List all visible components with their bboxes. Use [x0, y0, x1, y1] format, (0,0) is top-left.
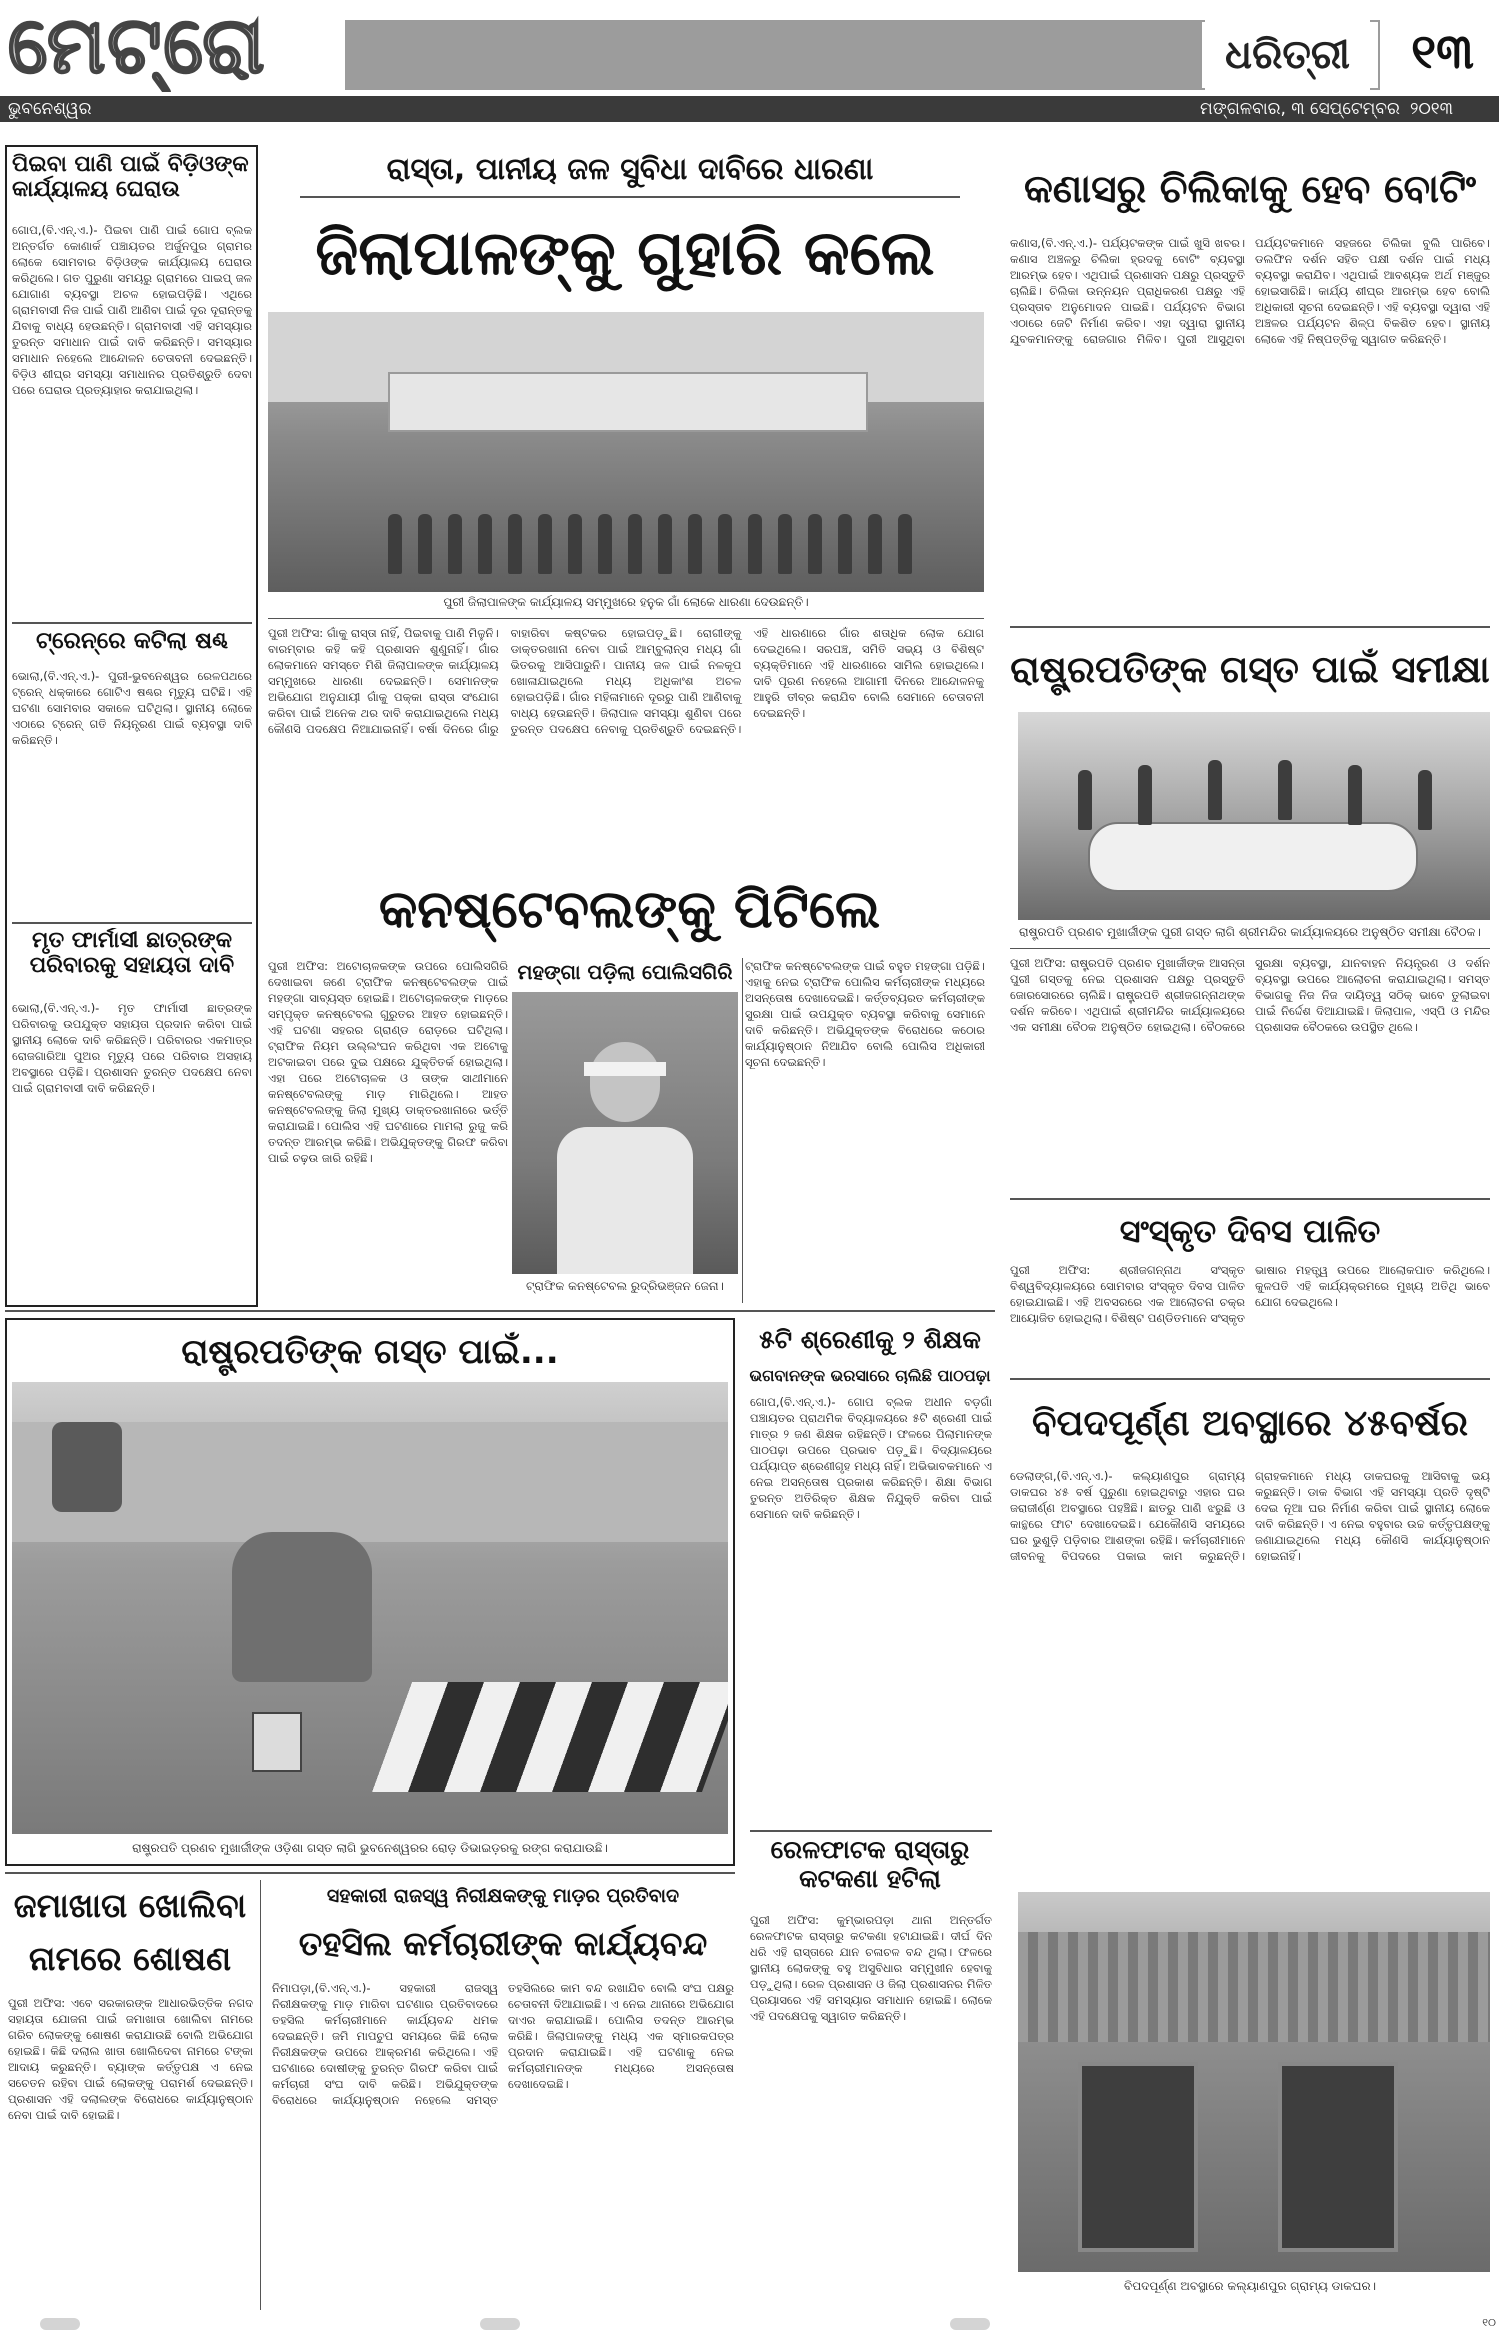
- bank-body: ପୁରୀ ଅଫିସ: ଏବେ ସରକାରଙ୍କ ଆଧାରଭିତ୍ତିକ ନଗଦ ସହାୟତା ଯୋଜନା ପାଇଁ ଜମାଖାତା ଖୋଲିବା ନାମରେ ଗରିବ ଲୋକଙ୍କୁ ଶୋଷଣ କରାଯାଉଛି ବୋଲି ଅଭିଯୋଗ ହୋଇଛି। କିଛି ଦଲାଲ ଖାତା ଖୋଲିଦେବା ନାମରେ ଟଙ୍କା ଆଦାୟ କରୁଛନ୍ତି। ବ୍ୟାଙ୍କ କର୍ତ୍ତୃପକ୍ଷ ଏ ନେଇ ସଚେତନ ରହିବା ପାଇଁ ଲୋକଙ୍କୁ ପରାମର୍ଶ ଦେଇଛନ୍ତି। ପ୍ରଶାସନ ଏହି ଦଲାଲଙ୍କ ବିରୋଧରେ କାର୍ଯ୍ୟାନୁଷ୍ଠାନ ନେବା ପାଇଁ ଦାବି ହୋଇଛି।: [8, 1996, 253, 2122]
- section-label: ଧରିତ୍ରୀ: [1205, 20, 1370, 90]
- date-label: ମଙ୍ଗଳବାର, ୩ ସେପ୍ଟେମ୍ବର: [1200, 99, 1400, 119]
- story-water-body: ଗୋପ,(ବି.ଏନ୍.ଏ.)- ପିଇବା ପାଣି ପାଇଁ ଗୋପ ବ୍ଲକ ଅନ୍ତର୍ଗତ କୋଣାର୍କ ପଞ୍ଚାୟତର ଅର୍ଜୁନପୁର ଗ୍ରାମର ଲୋକେ ସୋମବାର ବିଡ଼ିଓଙ୍କ କାର୍ଯ୍ୟାଳୟ ଘେରାଉ କରିଥିଲେ। ଗତ ପୁରୁଣା ସମୟରୁ ଗ୍ରାମରେ ପାଇପ୍ ଜଳ ଯୋଗାଣ ବ୍ୟବସ୍ଥା ଅଚଳ ହୋଇପଡ଼ିଛି। ଏଥିରେ ଗ୍ରାମବାସୀ ନିଜ ପାଇଁ ପାଣି ଆଣିବା ପାଇଁ ଦୂର ଦୂରାନ୍ତକୁ ଯିବାକୁ ବାଧ୍ୟ ହେଉଛନ୍ତି। ଗ୍ରାମବାସୀ ଏହି ସମସ୍ୟାର ତୁରନ୍ତ ସମାଧାନ ପାଇଁ ଦାବି କରିଛନ୍ତି। ସମସ୍ୟାର ସମାଧାନ ନହେଲେ ଆନ୍ଦୋଳନ ଚେତାବନୀ ଦେଇଛନ୍ତି। ବିଡ଼ିଓ ଶୀଘ୍ର ସମସ୍ୟା ସମାଧାନର ପ୍ରତିଶ୍ରୁତି ଦେବା ପରେ ଘେରାଉ ପ୍ରତ୍ୟାହାର କରାଯାଇଥିଲା।: [12, 223, 252, 397]
- story-water-headline: ପିଇବା ପାଣି ପାଇଁ ବିଡ଼ିଓଙ୍କ କାର୍ଯ୍ୟାଳୟ ଘେରାଉ: [12, 152, 249, 203]
- constable-headline: କନଷ୍ଟେବଲଙ୍କୁ ପିଟିଲେ: [378, 880, 881, 940]
- postoffice-headline: ବିପଦପୂର୍ଣ୍ଣ ଅବସ୍ଥାରେ ୪୫ବର୍ଷର: [1031, 1403, 1469, 1444]
- divider: [1010, 1198, 1490, 1200]
- masthead-bar: [345, 20, 1200, 90]
- city-label: ଭୁବନେଶ୍ୱର: [8, 99, 92, 119]
- photo-feature-caption: ରାଷ୍ଟ୍ରପତି ପ୍ରଣବ ମୁଖାର୍ଜୀଙ୍କ ଓଡ଼ିଶା ଗସ୍ତ ଲାଗି ଭୁବନେଶ୍ୱରର ରୋଡ଼ ଡିଭାଇଡ଼ରକୁ ରଙ୍ଗ କରାଯାଉଛି।: [132, 1841, 608, 1855]
- tahasil-headline: ତହସିଲ କର୍ମଚାରୀଙ୍କ କାର୍ଯ୍ୟବନ୍ଦ: [298, 1924, 708, 1963]
- rail-body: ପୁରୀ ଅଫିସ: କୁମ୍ଭାରପଡ଼ା ଥାନା ଅନ୍ତର୍ଗତ ରେଳଫାଟକ ରାସ୍ତାରୁ କଟକଣା ହଟାଯାଇଛି। ଦୀର୍ଘ ଦିନ ଧରି ଏହି ରାସ୍ତାରେ ଯାନ ଚଳାଚଳ ବନ୍ଦ ଥିଲା। ଫଳରେ ସ୍ଥାନୀୟ ଲୋକଙ୍କୁ ବହୁ ଅସୁବିଧାର ସମ୍ମୁଖୀନ ହେବାକୁ ପଡ଼ୁଥିଲା। ରେଳ ପ୍ରଶାସନ ଓ ଜିଲା ପ୍ରଶାସନର ମିଳିତ ପ୍ରୟାସରେ ଏହି ସମସ୍ୟାର ସମାଧାନ ହୋଇଛି। ଲୋକେ ଏହି ପଦକ୍ଷେପକୁ ସ୍ୱାଗତ କରିଛନ୍ତି।: [750, 1913, 992, 2023]
- lead-kicker: ରାସ୍ତା, ପାନୀୟ ଜଳ ସୁବିଧା ଦାବିରେ ଧାରଣା: [386, 152, 874, 187]
- divider: [5, 1872, 735, 1874]
- footer-mark-left: [40, 2318, 80, 2330]
- kicker-underline: [300, 196, 960, 198]
- divider: [260, 1880, 261, 2310]
- chilika-headline: କଣାସରୁ ଚିଲିକାକୁ ହେବ ବୋଟିଂ: [1023, 167, 1477, 212]
- divider: [1010, 948, 1490, 949]
- sanskrit-headline: ସଂସ୍କୃତ ଦିବସ ପାଳିତ: [1119, 1212, 1381, 1250]
- divider: [750, 1830, 992, 1832]
- footer-page-mark: ୧୦: [1482, 2316, 1496, 2329]
- divider: [268, 618, 984, 619]
- president-body: ପୁରୀ ଅଫିସ: ରାଷ୍ଟ୍ରପତି ପ୍ରଣବ ମୁଖାର୍ଜୀଙ୍କ ଆସନ୍ତା ପୁରୀ ଗସ୍ତକୁ ନେଇ ପ୍ରଶାସନ ପକ୍ଷରୁ ପ୍ରସ୍ତୁତି ଜୋରସୋରରେ ଚାଲିଛି। ରାଷ୍ଟ୍ରପତି ଶ୍ରୀଜଗନ୍ନାଥଙ୍କ ଦର୍ଶନ କରିବେ। ଏଥିପାଇଁ ଶ୍ରୀମନ୍ଦିର କାର୍ଯ୍ୟାଳୟରେ ଏକ ସମୀକ୍ଷା ବୈଠକ ଅନୁଷ୍ଠିତ ହୋଇଥିଲା। ବୈଠକରେ ସୁରକ୍ଷା ବ୍ୟବସ୍ଥା, ଯାନବାହନ ନିୟନ୍ତ୍ରଣ ଓ ଦର୍ଶନ ବ୍ୟବସ୍ଥା ଉପରେ ଆଲୋଚନା କରାଯାଇଥିଲା। ସମସ୍ତ ବିଭାଗକୁ ନିଜ ନିଜ ଦାୟିତ୍ୱ ସଠିକ୍ ଭାବେ ତୁଲାଇବା ପାଇଁ ନିର୍ଦ୍ଦେଶ ଦିଆଯାଇଛି। ଜିଲାପାଳ, ଏସ୍ପି ଓ ମନ୍ଦିର ପ୍ରଶାସକ ବୈଠକରେ ଉପସ୍ଥିତ ଥିଲେ।: [1010, 956, 1490, 1034]
- divider: [12, 922, 252, 924]
- photo-feature-headline: ରାଷ୍ଟ୍ରପତିଙ୍କ ଗସ୍ତ ପାଇଁ...: [181, 1332, 559, 1372]
- school-body: ଗୋପ,(ବି.ଏନ୍.ଏ.)- ଗୋପ ବ୍ଲକ ଅଧୀନ ବଡ଼ଗାଁ ପଞ୍ଚାୟତର ପ୍ରାଥମିକ ବିଦ୍ୟାଳୟରେ ୫ଟି ଶ୍ରେଣୀ ପାଇଁ ମାତ୍ର ୨ ଜଣ ଶିକ୍ଷକ ରହିଛନ୍ତି। ଫଳରେ ପିଲାମାନଙ୍କ ପାଠପଢ଼ା ଉପରେ ପ୍ରଭାବ ପଡ଼ୁଛି। ବିଦ୍ୟାଳୟରେ ପର୍ଯ୍ୟାପ୍ତ ଶ୍ରେଣୀଗୃହ ମଧ୍ୟ ନାହିଁ। ଅଭିଭାବକମାନେ ଏ ନେଇ ଅସନ୍ତୋଷ ପ୍ରକାଶ କରିଛନ୍ତି। ଶିକ୍ଷା ବିଭାଗ ତୁରନ୍ତ ଅତିରିକ୍ତ ଶିକ୍ଷକ ନିଯୁକ୍ତି କରିବା ପାଇଁ ସେମାନେ ଦାବି କରିଛନ୍ତି।: [750, 1395, 992, 1521]
- divider: [12, 622, 252, 624]
- president-headline: ରାଷ୍ଟ୍ରପତିଙ୍କ ଗସ୍ତ ପାଇଁ ସମୀକ୍ଷା: [1010, 648, 1490, 691]
- divider: [1010, 626, 1490, 628]
- story-train-headline: ଟ୍ରେନ୍‌ରେ କଟିଲା ଷଣ୍ଢ: [36, 628, 228, 654]
- president-photo: [1018, 712, 1490, 920]
- postoffice-photo-caption: ବିପଦପୂର୍ଣ୍ଣ ଅବସ୍ଥାରେ କଲ୍ୟାଣପୁର ଗ୍ରାମ୍ୟ ଡାକଘର।: [1124, 2279, 1376, 2293]
- constable-body-cont: ଟ୍ରାଫିକ କନଷ୍ଟେବଲଙ୍କ ପାଇଁ ବହୁତ ମହଙ୍ଗା ପଡ଼ିଛି। ଏହାକୁ ନେଇ ଟ୍ରାଫିକ ପୋଲିସ କର୍ମଚାରୀଙ୍କ ମଧ୍ୟରେ ଅସନ୍ତୋଷ ଦେଖାଦେଇଛି। କର୍ତ୍ତବ୍ୟରତ କର୍ମଚାରୀଙ୍କ ସୁରକ୍ଷା ପାଇଁ ଉପଯୁକ୍ତ ବ୍ୟବସ୍ଥା କରିବାକୁ ସେମାନେ ଦାବି କରିଛନ୍ତି। ଅଭିଯୁକ୍ତଙ୍କ ବିରୋଧରେ କଠୋର କାର୍ଯ୍ୟାନୁଷ୍ଠାନ ନିଆଯିବ ବୋଲି ପୋଲିସ ଅଧିକାରୀ ସୂଚନା ଦେଇଛନ୍ତି।: [745, 959, 985, 1069]
- lead-body: ପୁରୀ ଅଫିସ: ଗାଁକୁ ରାସ୍ତା ନାହିଁ, ପିଇବାକୁ ପାଣି ମିଳୁନି। ବାରମ୍ବାର କହି କହି ପ୍ରଶାସନ ଶୁଣୁନାହିଁ। ଗାଁର ଲୋକମାନେ ସମସ୍ତେ ମିଶି ଜିଲାପାଳଙ୍କ କାର୍ଯ୍ୟାଳୟ ସମ୍ମୁଖରେ ଧାରଣା ଦେଇଛନ୍ତି। ସେମାନଙ୍କ ଅଭିଯୋଗ ଅନୁଯାୟୀ ଗାଁକୁ ପକ୍କା ରାସ୍ତା ସଂଯୋଗ କରିବା ପାଇଁ ଅନେକ ଥର ଦାବି କରାଯାଇଥିଲେ ମଧ୍ୟ କୌଣସି ପଦକ୍ଷେପ ନିଆଯାଇନାହିଁ। ବର୍ଷା ଦିନରେ ଗାଁରୁ ବାହାରିବା କଷ୍ଟକର ହୋଇପଡ଼ୁଛି। ରୋଗୀଙ୍କୁ ଡାକ୍ତରଖାନା ନେବା ପାଇଁ ଆମ୍ବୁଲାନ୍ସ ମଧ୍ୟ ଗାଁ ଭିତରକୁ ଆସିପାରୁନି। ପାନୀୟ ଜଳ ପାଇଁ ନଳକୂପ ଖୋଳାଯାଇଥିଲେ ମଧ୍ୟ ଅଧିକାଂଶ ଅଚଳ ହୋଇପଡ଼ିଛି। ଗାଁର ମହିଳାମାନେ ଦୂରରୁ ପାଣି ଆଣିବାକୁ ବାଧ୍ୟ ହେଉଛନ୍ତି। ଜିଲାପାଳ ସମସ୍ୟା ଶୁଣିବା ପରେ ତୁରନ୍ତ ପଦକ୍ଷେପ ନେବାକୁ ପ୍ରତିଶ୍ରୁତି ଦେଇଛନ୍ତି। ଏହି ଧାରଣାରେ ଗାଁର ଶତାଧିକ ଲୋକ ଯୋଗ ଦେଇଥିଲେ। ସରପଞ୍ଚ, ସମିତି ସଭ୍ୟ ଓ ବିଶିଷ୍ଟ ବ୍ୟକ୍ତିମାନେ ଏହି ଧାରଣାରେ ସାମିଲ ହୋଇଥିଲେ। ଦାବି ପୂରଣ ନହେଲେ ଆଗାମୀ ଦିନରେ ଆନ୍ଦୋଳନକୁ ଆହୁରି ତୀବ୍ର କରାଯିବ ବୋଲି ସେମାନେ ଚେତାବନୀ ଦେଇଛନ୍ତି।: [268, 626, 984, 736]
- constable-body: ପୁରୀ ଅଫିସ: ଅଟୋଚାଳକଙ୍କ ଉପରେ ପୋଲିସଗିରି ଦେଖାଇବା ଜଣେ ଟ୍ରାଫିକ କନଷ୍ଟେବଲଙ୍କ ପାଇଁ ମହଙ୍ଗା ସାବ୍ୟସ୍ତ ହୋଇଛି। ଅଟୋଚାଳକଙ୍କ ମାଡ଼ରେ ସମ୍ପୃକ୍ତ କନଷ୍ଟେବଲ ଗୁରୁତର ଆହତ ହୋଇଛନ୍ତି। ଏହି ଘଟଣା ସହରର ଗ୍ରାଣ୍ଡ ରୋଡ଼ରେ ଘଟିଥିଲା। ଟ୍ରାଫିକ ନିୟମ ଉଲ୍ଲଂଘନ କରିଥିବା ଏକ ଅଟୋକୁ ଅଟକାଇବା ପରେ ଦୁଇ ପକ୍ଷରେ ଯୁକ୍ତିତର୍କ ହୋଇଥିଲା। ଏହା ପରେ ଅଟୋଚାଳକ ଓ ତାଙ୍କ ସାଥୀମାନେ କନଷ୍ଟେବଲଙ୍କୁ ମାଡ଼ ମାରିଥିଲେ। ଆହତ କନଷ୍ଟେବଲଙ୍କୁ ଜିଲା ମୁଖ୍ୟ ଡାକ୍ତରଖାନାରେ ଭର୍ତ୍ତି କରାଯାଇଛି। ପୋଲିସ ଏହି ଘଟଣାରେ ମାମଲା ରୁଜୁ କରି ତଦନ୍ତ ଆରମ୍ଭ କରିଛି। ଅଭିଯୁକ୍ତଙ୍କୁ ଗିରଫ କରିବା ପାଇଁ ଚଢ଼ଉ ଜାରି ରହିଛି।: [268, 959, 508, 1165]
- chilika-body: କଣାସ,(ବି.ଏନ୍.ଏ.)- ପର୍ଯ୍ୟଟକଙ୍କ ପାଇଁ ଖୁସି ଖବର। କଣାସ ଅଞ୍ଚଳରୁ ଚିଲିକା ହ୍ରଦକୁ ବୋଟିଂ ବ୍ୟବସ୍ଥା ଆରମ୍ଭ ହେବ। ଏଥିପାଇଁ ପ୍ରଶାସନ ପକ୍ଷରୁ ପ୍ରସ୍ତୁତି ଚାଲିଛି। ଚିଲିକା ଉନ୍ନୟନ ପ୍ରାଧିକରଣ ପକ୍ଷରୁ ଏହି ପ୍ରସ୍ତାବ ଅନୁମୋଦନ ପାଇଛି। ପର୍ଯ୍ୟଟନ ବିଭାଗ ଏଠାରେ ଜେଟି ନିର୍ମାଣ କରିବ। ଏହା ଦ୍ୱାରା ସ୍ଥାନୀୟ ଯୁବକମାନଙ୍କୁ ରୋଜଗାର ମିଳିବ। ପୁରୀ ଆସୁଥିବା ପର୍ଯ୍ୟଟକମାନେ ସହଜରେ ଚିଲିକା ବୁଲି ପାରିବେ। ଡଲଫିନ ଦର୍ଶନ ସହିତ ପକ୍ଷୀ ଦର୍ଶନ ପାଇଁ ମଧ୍ୟ ବ୍ୟବସ୍ଥା କରାଯିବ। ଏଥିପାଇଁ ଆବଶ୍ୟକ ଅର୍ଥ ମଞ୍ଜୁର ହୋଇସାରିଛି। କାର୍ଯ୍ୟ ଶୀଘ୍ର ଆରମ୍ଭ ହେବ ବୋଲି ଅଧିକାରୀ ସୂଚନା ଦେଇଛନ୍ତି। ଏହି ବ୍ୟବସ୍ଥା ଦ୍ୱାରା ଏହି ଅଞ୍ଚଳର ପର୍ଯ୍ୟଟନ ଶିଳ୍ପ ବିକଶିତ ହେବ। ସ୍ଥାନୀୟ ଲୋକେ ଏହି ନିଷ୍ପତ୍ତିକୁ ସ୍ୱାଗତ କରିଛନ୍ତି।: [1010, 236, 1490, 346]
- footer-mark-center: [480, 2318, 520, 2330]
- rail-headline: ରେଳଫାଟକ ରାସ୍ତାରୁ କଟକଣା ହଟିଲା: [770, 1836, 970, 1893]
- masthead-logo: ମେଟ୍ରୋ: [8, 1, 267, 91]
- bank-headline: ଜମାଖାତା ଖୋଲିବା ନାମରେ ଶୋଷଣ: [13, 1886, 247, 1978]
- constable-subhead: ମହଙ୍ଗା ପଡ଼ିଲା ପୋଲିସଗିରି: [517, 960, 733, 984]
- school-subhead: ଭଗବାନଙ୍କ ଭରସାରେ ଚାଲିଛି ପାଠପଢ଼ା: [749, 1366, 991, 1385]
- tahasil-body: ନିମାପଡ଼ା,(ବି.ଏନ୍.ଏ.)- ସହକାରୀ ରାଜସ୍ୱ ନିରୀକ୍ଷକଙ୍କୁ ମାଡ଼ ମାରିବା ଘଟଣାର ପ୍ରତିବାଦରେ ତହସିଲ କର୍ମଚାରୀମାନେ କାର୍ଯ୍ୟବନ୍ଦ ଧମକ ଦେଇଛନ୍ତି। ଜମି ମାପଚୁପ ସମୟରେ କିଛି ଲୋକ ନିରୀକ୍ଷକଙ୍କ ଉପରେ ଆକ୍ରମଣ କରିଥିଲେ। ଏହି ଘଟଣାରେ ଦୋଷୀଙ୍କୁ ତୁରନ୍ତ ଗିରଫ କରିବା ପାଇଁ କର୍ମଚାରୀ ସଂଘ ଦାବି କରିଛି। ଅଭିଯୁକ୍ତଙ୍କ ବିରୋଧରେ କାର୍ଯ୍ୟାନୁଷ୍ଠାନ ନହେଲେ ସମସ୍ତ ତହସିଲରେ କାମ ବନ୍ଦ ରଖାଯିବ ବୋଲି ସଂଘ ପକ୍ଷରୁ ଚେତାବନୀ ଦିଆଯାଇଛି। ଏ ନେଇ ଥାନାରେ ଅଭିଯୋଗ ଦାଏର କରାଯାଇଛି। ପୋଲିସ ତଦନ୍ତ ଆରମ୍ଭ କରିଛି। ଜିଲାପାଳଙ୍କୁ ମଧ୍ୟ ଏକ ସ୍ମାରକପତ୍ର ପ୍ରଦାନ କରାଯାଇଛି। ଏହି ଘଟଣାକୁ ନେଇ କର୍ମଚାରୀମାନଙ୍କ ମଧ୍ୟରେ ଅସନ୍ତୋଷ ଦେଖାଦେଇଛି।: [272, 1981, 734, 2107]
- page-number: ୧୩: [1411, 24, 1474, 80]
- tahasil-kicker: ସହକାରୀ ରାଜସ୍ୱ ନିରୀକ୍ଷକଙ୍କୁ ମାଡ଼ର ପ୍ରତିବାଦ: [326, 1885, 680, 1907]
- school-headline: ୫ଟି ଶ୍ରେଣୀକୁ ୨ ଶିକ୍ଷକ: [759, 1325, 981, 1354]
- divider: [1010, 1378, 1490, 1380]
- divider: [742, 958, 743, 1303]
- constable-photo: [512, 992, 738, 1274]
- photo-feature-image: [12, 1382, 728, 1834]
- dateline-bar: [0, 96, 1499, 122]
- story-train-body: ଭୋଲା,(ବି.ଏନ୍.ଏ.)- ପୁରୀ-ଭୁବନେଶ୍ୱର ରେଳପଥରେ ଟ୍ରେନ୍ ଧକ୍କାରେ ଗୋଟିଏ ଷଣ୍ଢର ମୃତ୍ୟୁ ଘଟିଛି। ଏହି ଘଟଣା ସୋମବାର ସକାଳେ ଘଟିଥିଲା। ସ୍ଥାନୀୟ ଲୋକେ ଏଠାରେ ଟ୍ରେନ୍ ଗତି ନିୟନ୍ତ୍ରଣ ପାଇଁ ବ୍ୟବସ୍ଥା ଦାବି କରିଛନ୍ତି।: [12, 669, 252, 747]
- story-pharmacy-headline: ମୃତ ଫାର୍ମାସୀ ଛାତ୍ରଙ୍କ ପରିବାରକୁ ସହାୟତା ଦାବି: [29, 928, 235, 979]
- year-label: ୨୦୧୩: [1410, 99, 1453, 119]
- divider: [5, 1310, 995, 1312]
- sanskrit-body: ପୁରୀ ଅଫିସ: ଶ୍ରୀଜଗନ୍ନାଥ ସଂସ୍କୃତ ବିଶ୍ୱବିଦ୍ୟାଳୟରେ ସୋମବାର ସଂସ୍କୃତ ଦିବସ ପାଳିତ ହୋଇଯାଇଛି। ଏହି ଅବସରରେ ଏକ ଆଲୋଚନା ଚକ୍ର ଆୟୋଜିତ ହୋଇଥିଲା। ବିଶିଷ୍ଟ ପଣ୍ଡିତମାନେ ସଂସ୍କୃତ ଭାଷାର ମହତ୍ତ୍ୱ ଉପରେ ଆଲୋକପାତ କରିଥିଲେ। କୁଳପତି ଏହି କାର୍ଯ୍ୟକ୍ରମରେ ମୁଖ୍ୟ ଅତିଥି ଭାବେ ଯୋଗ ଦେଇଥିଲେ।: [1010, 1263, 1490, 1325]
- lead-headline: ଜିଲାପାଳଙ୍କୁ ଗୁହାରି କଲେ: [315, 216, 935, 289]
- lead-photo-caption: ପୁରୀ ଜିଲାପାଳଙ୍କ କାର୍ଯ୍ୟାଳୟ ସମ୍ମୁଖରେ ହନୁକ ଗାଁ ଲୋକେ ଧାରଣା ଦେଉଛନ୍ତି।: [443, 595, 809, 609]
- postoffice-photo: [1018, 1892, 1490, 2272]
- constable-photo-caption: ଟ୍ରାଫିକ କନଷ୍ଟେବଲ ରୁଦ୍ରିଭଞ୍ଜନ ଜେନା।: [526, 1279, 724, 1293]
- president-photo-caption: ରାଷ୍ଟ୍ରପତି ପ୍ରଣବ ମୁଖାର୍ଜୀଙ୍କ ପୁରୀ ଗସ୍ତ ଲାଗି ଶ୍ରୀମନ୍ଦିର କାର୍ଯ୍ୟାଳୟରେ ଅନୁଷ୍ଠିତ ସମୀକ୍ଷା ବୈଠକ।: [1019, 925, 1481, 939]
- lead-photo: [268, 312, 984, 592]
- postoffice-body: ଡେଲାଙ୍ଗ,(ବି.ଏନ୍.ଏ.)- କଲ୍ୟାଣପୁର ଗ୍ରାମ୍ୟ ଡାକଘର ୪୫ ବର୍ଷ ପୁରୁଣା ହୋଇଥିବାରୁ ଏହାର ଘର ଜରାଜୀର୍ଣ୍ଣ ଅବସ୍ଥାରେ ପହଞ୍ଚିଛି। ଛାତରୁ ପାଣି ଝରୁଛି ଓ କାନ୍ଥରେ ଫାଟ ଦେଖାଦେଇଛି। ଯେକୌଣସି ସମୟରେ ଘର ଭୁଶୁଡ଼ି ପଡ଼ିବାର ଆଶଙ୍କା ରହିଛି। କର୍ମଚାରୀମାନେ ଜୀବନକୁ ବିପଦରେ ପକାଇ କାମ କରୁଛନ୍ତି। ଗ୍ରାହକମାନେ ମଧ୍ୟ ଡାକଘରକୁ ଆସିବାକୁ ଭୟ କରୁଛନ୍ତି। ଡାକ ବିଭାଗ ଏହି ସମସ୍ୟା ପ୍ରତି ଦୃଷ୍ଟି ଦେଇ ନୂଆ ଘର ନିର୍ମାଣ କରିବା ପାଇଁ ସ୍ଥାନୀୟ ଲୋକେ ଦାବି କରିଛନ୍ତି। ଏ ନେଇ ବହୁବାର ଉଚ୍ଚ କର୍ତ୍ତୃପକ୍ଷଙ୍କୁ ଜଣାଯାଇଥିଲେ ମଧ୍ୟ କୌଣସି କାର୍ଯ୍ୟାନୁଷ୍ଠାନ ହୋଇନାହିଁ।: [1010, 1469, 1490, 1563]
- story-pharmacy-body: ଭୋଲା,(ବି.ଏନ୍.ଏ.)- ମୃତ ଫାର୍ମାସୀ ଛାତ୍ରଙ୍କ ପରିବାରକୁ ଉପଯୁକ୍ତ ସହାୟତା ପ୍ରଦାନ କରିବା ପାଇଁ ସ୍ଥାନୀୟ ଲୋକେ ଦାବି କରିଛନ୍ତି। ପରିବାରର ଏକମାତ୍ର ରୋଜଗାରିଆ ପୁଅର ମୃତ୍ୟୁ ପରେ ପରିବାର ଅସହାୟ ଅବସ୍ଥାରେ ପଡ଼ିଛି। ପ୍ରଶାସନ ତୁରନ୍ତ ପଦକ୍ଷେପ ନେବା ପାଇଁ ଗ୍ରାମବାସୀ ଦାବି କରିଛନ୍ତି।: [12, 1001, 252, 1095]
- footer-mark-right: [950, 2318, 990, 2330]
